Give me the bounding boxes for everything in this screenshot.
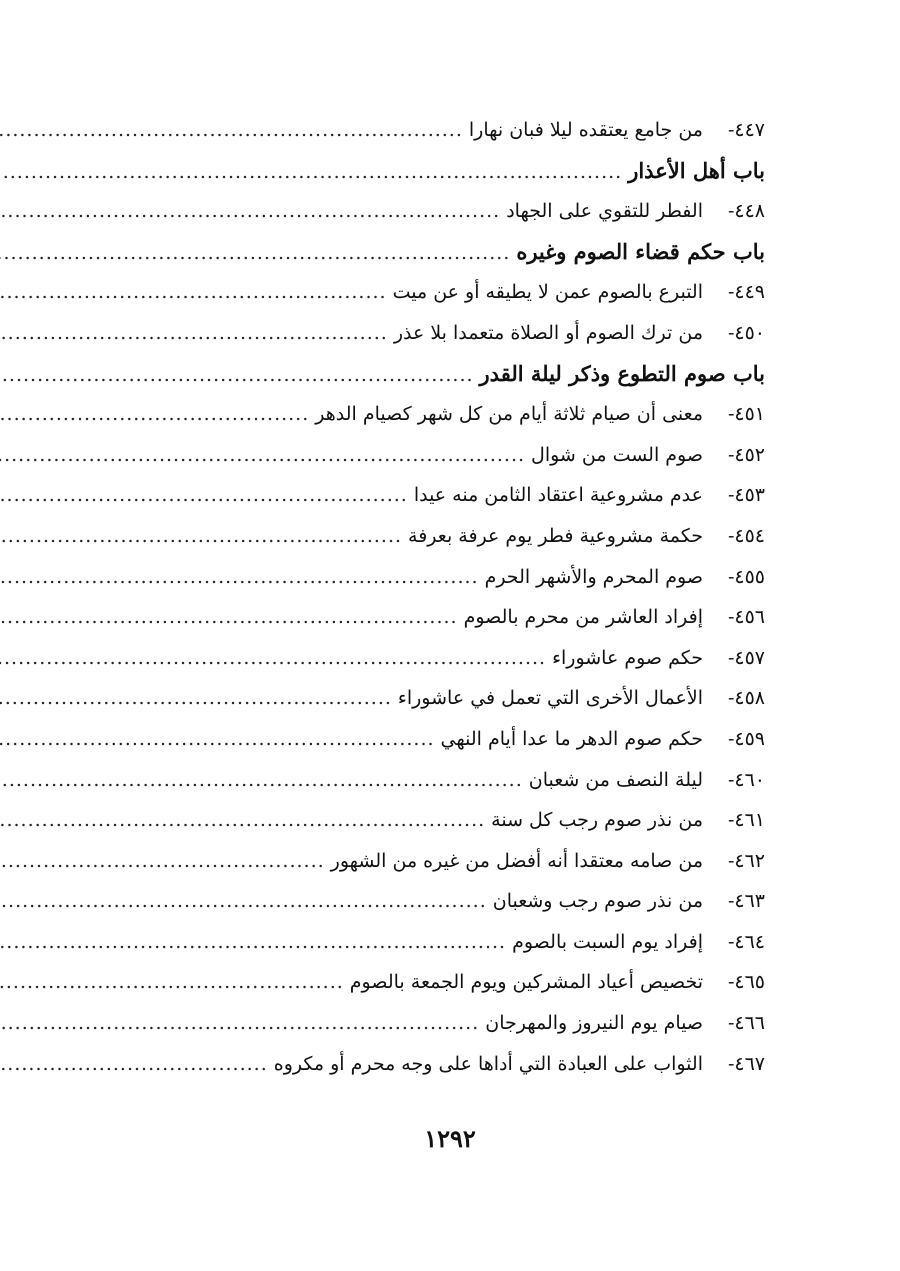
entry-title: صيام يوم النيروز والمهرجان bbox=[485, 1012, 703, 1035]
dot-leader bbox=[0, 516, 402, 557]
entry-title: صوم المحرم والأشهر الحرم bbox=[484, 565, 703, 588]
dot-leader bbox=[0, 394, 309, 435]
entry-title: حكم صوم عاشوراء bbox=[552, 646, 703, 669]
dot-leader bbox=[0, 272, 387, 313]
entry-number: ٤٥٩- bbox=[727, 727, 765, 750]
entry-number: ٤٥١- bbox=[727, 403, 765, 426]
dot-leader bbox=[0, 191, 500, 232]
toc-entry bbox=[145, 516, 765, 557]
toc-entry bbox=[145, 1003, 765, 1044]
entry-title: من نذر صوم رجب وشعبان bbox=[492, 890, 703, 913]
dot-leader bbox=[0, 355, 474, 396]
entry-title: التبرع بالصوم عمن لا يطيقه أو عن ميت bbox=[392, 281, 703, 304]
entry-title: الأعمال الأخرى التي تعمل في عاشوراء bbox=[397, 687, 703, 710]
toc-entry bbox=[145, 435, 765, 476]
section-heading bbox=[145, 354, 765, 395]
toc-entry bbox=[145, 272, 765, 313]
dot-leader bbox=[0, 881, 487, 922]
entry-number: ٤٦١- bbox=[727, 809, 765, 832]
entry-title: إفراد العاشر من محرم بالصوم bbox=[463, 606, 703, 629]
toc-entry bbox=[145, 1044, 765, 1085]
entry-number: ٤٥٦- bbox=[727, 606, 765, 629]
section-title: باب حكم قضاء الصوم وغيره bbox=[516, 238, 765, 264]
entry-title: إفراد يوم السبت بالصوم bbox=[512, 930, 703, 953]
toc-entry bbox=[145, 110, 765, 151]
entry-title: حكمة مشروعية فطر يوم عرفة بعرفة bbox=[408, 524, 703, 547]
entry-title: الثواب على العبادة التي أداها على وجه محرم أو مكروه bbox=[273, 1052, 703, 1075]
entry-number: ٤٦٥- bbox=[727, 971, 765, 994]
toc-entry bbox=[145, 638, 765, 679]
dot-leader bbox=[0, 962, 344, 1003]
toc-entry bbox=[145, 881, 765, 922]
dot-leader bbox=[0, 760, 523, 801]
dot-leader bbox=[0, 152, 622, 193]
section-title: باب صوم التطوع وذكر ليلة القدر bbox=[479, 360, 765, 386]
entry-number: ٤٤٧- bbox=[727, 119, 765, 141]
dot-leader bbox=[0, 110, 463, 151]
dot-leader bbox=[0, 841, 325, 882]
dot-leader bbox=[0, 475, 408, 516]
toc-entry bbox=[145, 719, 765, 760]
entry-number: ٤٥٣- bbox=[727, 484, 765, 507]
toc-entry bbox=[145, 597, 765, 638]
entry-number: ٤٦٧- bbox=[727, 1052, 765, 1075]
section-heading bbox=[145, 232, 765, 273]
page-number: ١٢٩٢ bbox=[424, 1124, 476, 1153]
toc-entry bbox=[145, 678, 765, 719]
entry-number: ٤٥٧- bbox=[727, 646, 765, 669]
dot-leader bbox=[0, 435, 525, 476]
section-heading bbox=[145, 151, 765, 192]
toc-entry bbox=[145, 313, 765, 354]
entry-title: صوم الست من شوال bbox=[531, 443, 703, 466]
dot-leader bbox=[0, 313, 388, 354]
entry-title: الفطر للتقوي على الجهاد bbox=[506, 200, 703, 223]
entry-number: ٤٥٨- bbox=[727, 687, 765, 710]
dot-leader bbox=[0, 922, 506, 963]
dot-leader bbox=[0, 233, 510, 274]
entry-title: ليلة النصف من شعبان bbox=[528, 768, 703, 791]
toc-entry bbox=[145, 394, 765, 435]
toc-entry bbox=[145, 475, 765, 516]
entry-title: تخصيص أعياد المشركين ويوم الجمعة بالصوم bbox=[349, 971, 703, 994]
toc-entry bbox=[145, 841, 765, 882]
dot-leader bbox=[0, 1044, 268, 1085]
entry-title: من صامه معتقدا أنه أفضل من غيره من الشهور bbox=[330, 849, 703, 872]
dot-leader bbox=[0, 719, 435, 760]
entry-title: من جامع يعتقده ليلا فبان نهارا bbox=[468, 119, 703, 141]
toc-entry bbox=[145, 191, 765, 232]
dot-leader bbox=[0, 1003, 479, 1044]
entry-number: ٤٦٤- bbox=[727, 930, 765, 953]
toc-entry bbox=[145, 760, 765, 801]
toc-entry bbox=[145, 962, 765, 1003]
table-of-contents bbox=[145, 110, 765, 1084]
entry-title: من نذر صوم رجب كل سنة bbox=[491, 809, 703, 832]
dot-leader bbox=[0, 678, 392, 719]
entry-number: ٤٦٦- bbox=[727, 1012, 765, 1035]
entry-number: ٤٥٠- bbox=[727, 321, 765, 344]
toc-entry bbox=[145, 800, 765, 841]
toc-entry bbox=[145, 557, 765, 598]
dot-leader bbox=[0, 638, 546, 679]
dot-leader bbox=[0, 557, 479, 598]
entry-number: ٤٤٩- bbox=[727, 281, 765, 304]
entry-number: ٤٥٥- bbox=[727, 565, 765, 588]
entry-title: حكم صوم الدهر ما عدا أيام النهي bbox=[440, 727, 703, 750]
entry-title: عدم مشروعية اعتقاد الثامن منه عيدا bbox=[413, 484, 703, 507]
entry-number: ٤٦٣- bbox=[727, 890, 765, 913]
entry-number: ٤٦٢- bbox=[727, 849, 765, 872]
entry-number: ٤٥٢- bbox=[727, 443, 765, 466]
entry-number: ٤٤٨- bbox=[727, 200, 765, 223]
section-title: باب أهل الأعذار bbox=[628, 157, 765, 183]
toc-entry bbox=[145, 922, 765, 963]
entry-title: معنى أن صيام ثلاثة أيام من كل شهر كصيام الدهر bbox=[315, 403, 703, 426]
dot-leader bbox=[0, 800, 485, 841]
entry-number: ٤٦٠- bbox=[727, 768, 765, 791]
dot-leader bbox=[0, 597, 458, 638]
entry-title: من ترك الصوم أو الصلاة متعمدا بلا عذر bbox=[393, 321, 703, 344]
entry-number: ٤٥٤- bbox=[727, 524, 765, 547]
